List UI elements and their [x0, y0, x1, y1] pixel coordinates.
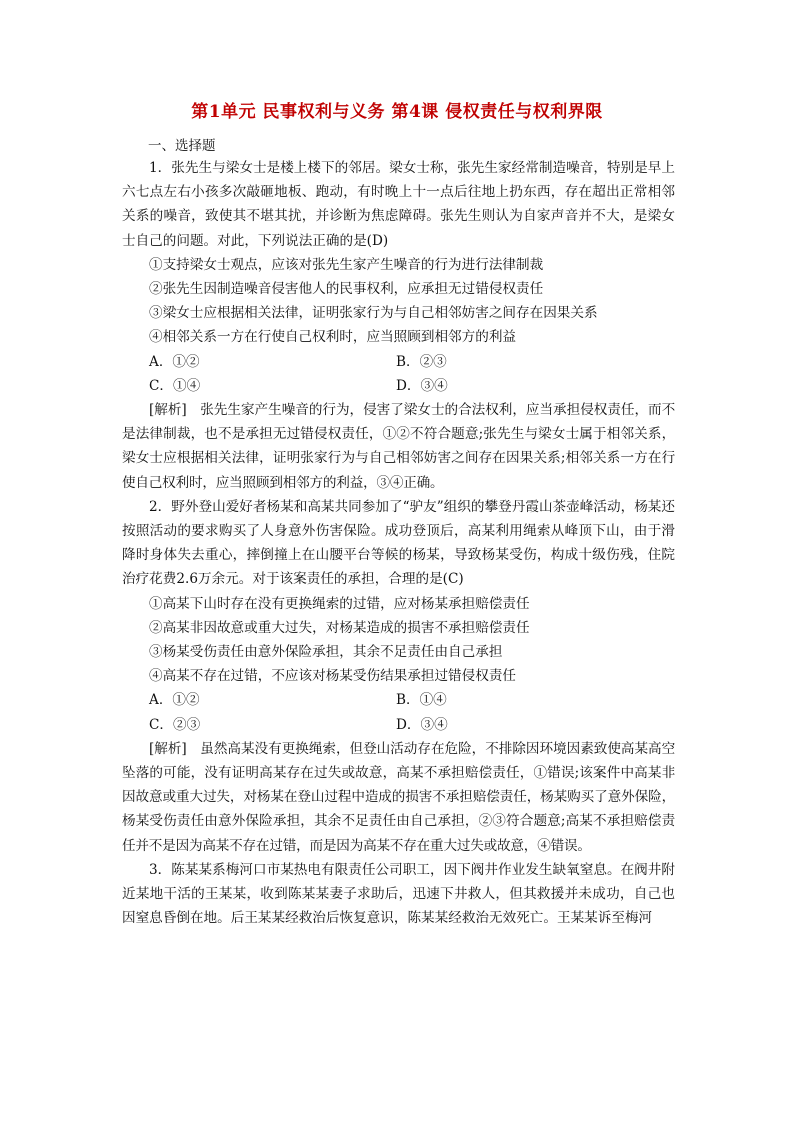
question-1-stem: 1．张先生与梁女士是楼上楼下的邻居。梁女士称，张先生家经常制造噪音，特别是早上六七点左右小孩多次敲砸地板、跑动，有时晚上十一点后往地上扔东西，存在超出正常相邻关系的噪音，致使其不堪其扰，并诊断为焦虑障碍。张先生则认为自家声音并不大，是梁女士自己的问题。对此，下列说法正确的是(D): [122, 160, 675, 249]
q1-choice-c: C．①④: [149, 377, 201, 394]
q1-choices-row-1: [122, 350, 675, 374]
q1-option-3: ③梁女士应根据相关法律，证明张家行为与自己相邻妨害之间存在因果关系: [149, 305, 598, 322]
q2-explanation-label: [解析]: [149, 740, 187, 757]
page-title: 第1单元 民事权利与义务 第4课 侵权责任与权利界限: [191, 102, 603, 122]
q2-option-2: ②高某非因故意或重大过失，对杨某造成的损害不承担赔偿责任: [149, 619, 530, 636]
q1-option-1: ①支持梁女士观点，应该对张先生家产生噪音的行为进行法律制裁: [149, 256, 544, 273]
q1-option-2: ②张先生因制造噪音侵害他人的民事权利，应承担无过错侵权责任: [149, 281, 544, 298]
q1-explanation: [122, 398, 675, 495]
q1-choice-b: B．②③: [396, 353, 447, 370]
question-3-stem: 3．陈某某系梅河口市某热电有限责任公司职工，因下阀井作业发生缺氧窒息。在阀井附近某地干活的王某某，收到陈某某妻子求助后，迅速下井救人，但其救援并未成功，自己也因窒息昏倒在地。后王某某经救治后恢复意识，陈某某经救治无效死亡。王某某诉至梅河: [122, 861, 675, 927]
q1-choices-row-2: [122, 374, 675, 398]
q2-explanation: [122, 737, 675, 858]
document-body: [122, 156, 675, 931]
q2-choice-c: C．②③: [149, 716, 201, 733]
q2-option-1: ①高某下山时存在没有更换绳索的过错，应对杨某承担赔偿责任: [149, 595, 530, 612]
section-heading: 一、选择题: [148, 138, 216, 154]
q1-choice-a: A．①②: [149, 353, 200, 370]
q2-choice-b: B．①④: [396, 692, 447, 709]
q2-explanation-text: 虽然高某没有更换绳索，但登山活动存在危险，不排除因环境因素致使高某高空坠落的可能，没有证明高某存在过失或故意，高某不承担赔偿责任，①错误;该案件中高某非因故意或重大过失，对杨某在登山过程中造成的损害不承担赔偿责任，杨某购买了意外保险，杨某受伤责任由意外保险承担，其余不足责任由自己承担，②③符合题意;高某不承担赔偿责任并不是因为高某不存在过错，而是因为高某不存在重大过失或故意，④错误。: [122, 740, 675, 854]
q2-option-3: ③杨某受伤责任由意外保险承担，其余不足责任由自己承担: [149, 644, 503, 661]
q2-option-4: ④高某不存在过错，不应该对杨某受伤结果承担过错侵权责任: [149, 668, 517, 685]
q2-choices-row-1: [122, 688, 675, 712]
q1-explanation-text: 张先生家产生噪音的行为，侵害了梁女士的合法权利，应当承担侵权责任，而不是法律制裁，也不是承担无过错侵权责任，①②不符合题意;张先生与梁女士属于相邻关系，梁女士应根据相关法律，证明张家行为与自己相邻妨害之间存在因果关系;相邻关系一方在行使自己权利时，应当照顾到相邻方的利益，③④正确。: [122, 402, 675, 491]
q1-choice-d: D．③④: [396, 377, 448, 394]
q2-choice-d: D．③④: [396, 716, 448, 733]
question-2-stem: 2．野外登山爱好者杨某和高某共同参加了“驴友”组织的攀登丹霞山茶壶峰活动，杨某还按照活动的要求购买了人身意外伤害保险。成功登顶后，高某利用绳索从峰顶下山，由于滑降时身体失去重心，摔倒撞上在山腰平台等候的杨某，导致杨某受伤，构成十级伤残，住院治疗花费2.6万余元。对于该案责任的承担，合理的是(C): [122, 498, 675, 588]
q1-option-4: ④相邻关系一方在行使自己权利时，应当照顾到相邻方的利益: [149, 329, 517, 346]
q2-choices-row-2: [122, 713, 675, 737]
q1-explanation-label: [解析]: [149, 402, 187, 419]
q2-choice-a: A．①②: [149, 692, 200, 709]
